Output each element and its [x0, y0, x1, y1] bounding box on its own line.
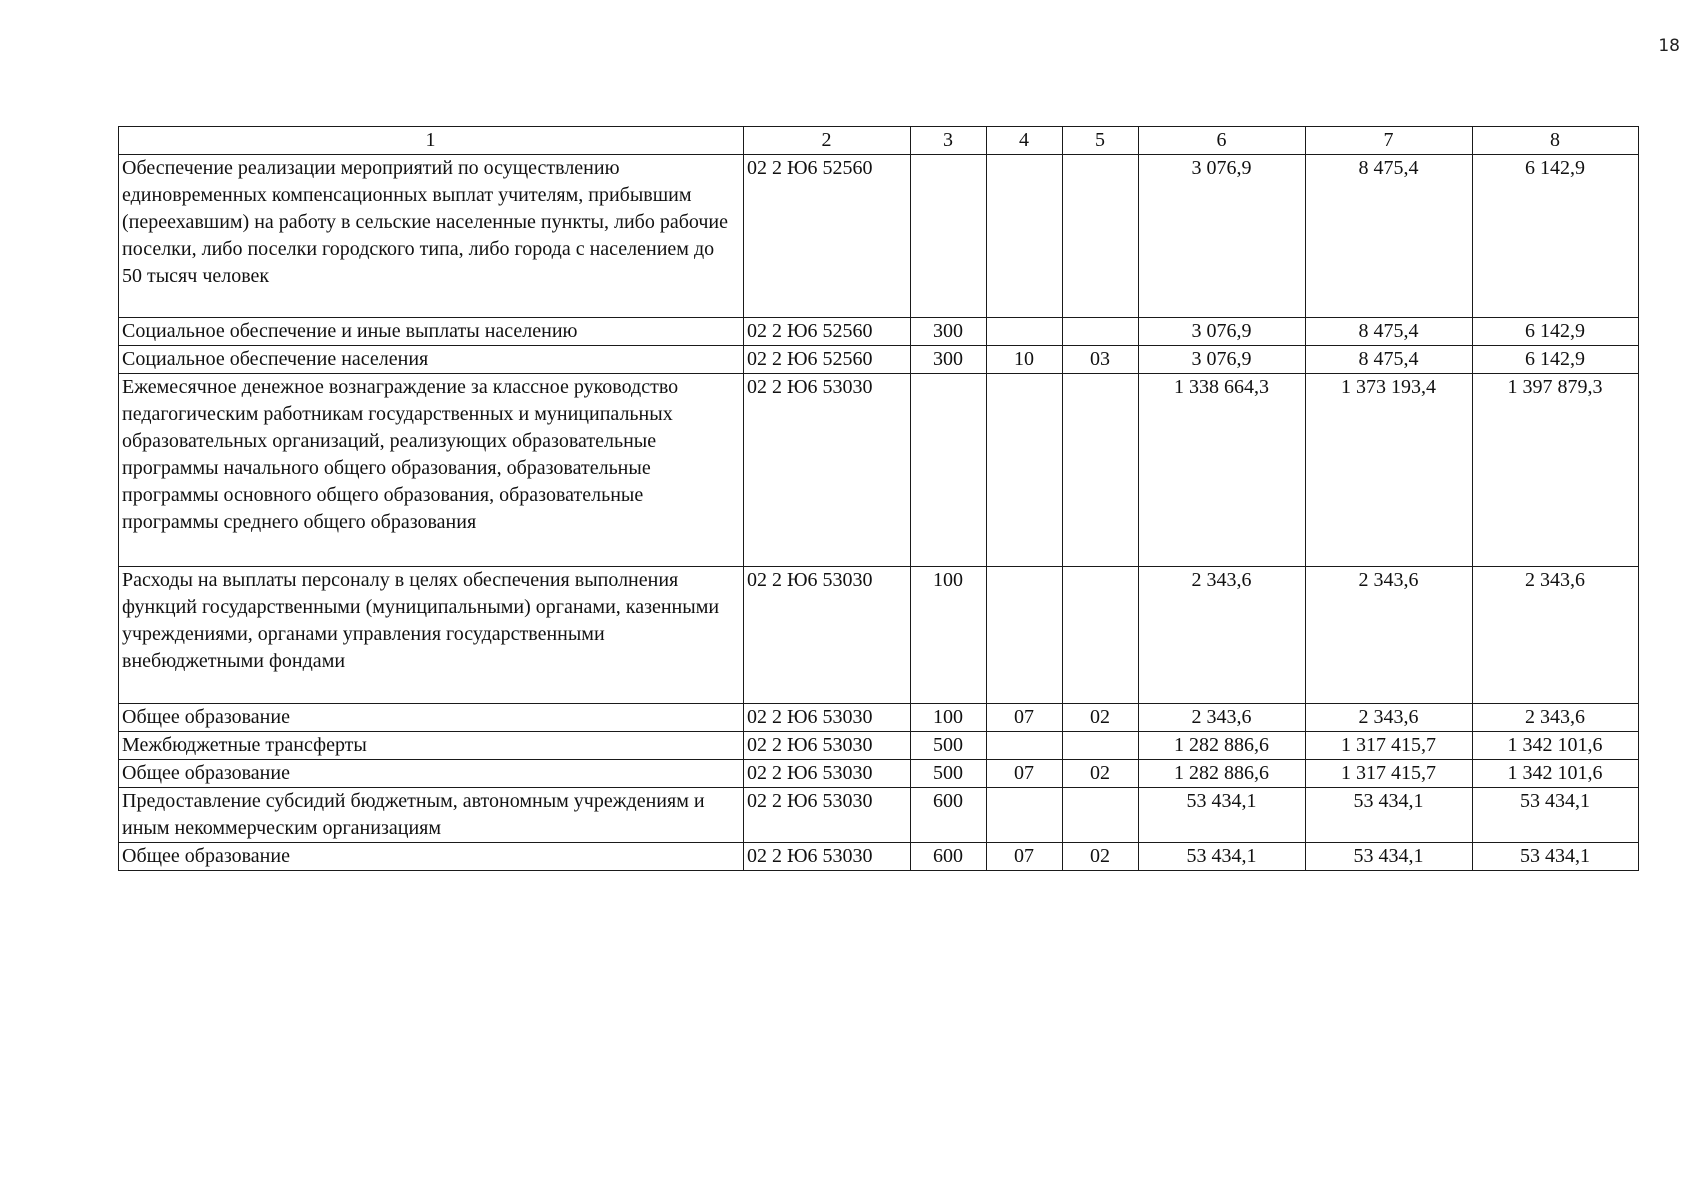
- row-subsection: [1063, 732, 1139, 760]
- row-value-8: 6 142,9: [1473, 318, 1639, 346]
- row-section: [987, 374, 1063, 567]
- column-header-8: 8: [1473, 127, 1639, 155]
- row-section: [987, 788, 1063, 843]
- row-type: 500: [911, 732, 987, 760]
- row-subsection: [1063, 155, 1139, 318]
- row-value-7: 1 317 415,7: [1306, 760, 1473, 788]
- row-value-8: 1 342 101,6: [1473, 760, 1639, 788]
- row-name: Обеспечение реализации мероприятий по осуществлению единовременных компенсационных выплат учителям, прибывшим (переехавшим) на работу в сельские населенные пункты, либо рабочие поселки, либо поселки городского типа, либо города с населением до 50 тысяч человек: [119, 155, 744, 318]
- row-value-7: 53 434,1: [1306, 843, 1473, 871]
- row-section: 07: [987, 760, 1063, 788]
- table-row: [119, 374, 1639, 567]
- row-subsection: 03: [1063, 346, 1139, 374]
- row-value-6: 3 076,9: [1139, 318, 1306, 346]
- column-header-7: 7: [1306, 127, 1473, 155]
- column-header-5: 5: [1063, 127, 1139, 155]
- column-header-4: 4: [987, 127, 1063, 155]
- table-row: [119, 155, 1639, 318]
- row-code: 02 2 Ю6 53030: [744, 843, 911, 871]
- row-type: [911, 374, 987, 567]
- header-row: [119, 127, 1639, 155]
- row-value-7: 2 343,6: [1306, 567, 1473, 704]
- row-value-8: 2 343,6: [1473, 704, 1639, 732]
- row-name: Расходы на выплаты персоналу в целях обеспечения выполнения функций государственными (муниципальными) органами, казенными учреждениями, органами управления государственными внебюджетными фондами: [119, 567, 744, 704]
- row-value-7: 1 317 415,7: [1306, 732, 1473, 760]
- row-value-7: 8 475,4: [1306, 155, 1473, 318]
- row-code: 02 2 Ю6 53030: [744, 760, 911, 788]
- row-value-6: 1 282 886,6: [1139, 760, 1306, 788]
- row-section: 07: [987, 843, 1063, 871]
- row-section: 10: [987, 346, 1063, 374]
- row-name: Межбюджетные трансферты: [119, 732, 744, 760]
- row-value-6: 1 338 664,3: [1139, 374, 1306, 567]
- row-name: Социальное обеспечение населения: [119, 346, 744, 374]
- row-name: Предоставление субсидий бюджетным, автономным учреждениям и иным некоммерческим организациям: [119, 788, 744, 843]
- row-section: [987, 155, 1063, 318]
- row-section: 07: [987, 704, 1063, 732]
- row-section: [987, 732, 1063, 760]
- row-type: 300: [911, 318, 987, 346]
- row-type: 100: [911, 567, 987, 704]
- table-row: [119, 318, 1639, 346]
- column-header-1: 1: [119, 127, 744, 155]
- row-type: 600: [911, 843, 987, 871]
- row-type: 100: [911, 704, 987, 732]
- row-value-8: 6 142,9: [1473, 155, 1639, 318]
- row-value-7: 8 475,4: [1306, 318, 1473, 346]
- table-row: [119, 732, 1639, 760]
- row-value-6: 2 343,6: [1139, 704, 1306, 732]
- row-subsection: [1063, 788, 1139, 843]
- page-number: 18: [1658, 36, 1680, 56]
- row-code: 02 2 Ю6 52560: [744, 318, 911, 346]
- row-name: Ежемесячное денежное вознаграждение за классное руководство педагогическим работникам государственных и муниципальных образовательных организаций, реализующих образовательные программы начального общего образования, образовательные программы основного общего образования, образовательные программы среднего общего образования: [119, 374, 744, 567]
- row-value-8: 53 434,1: [1473, 788, 1639, 843]
- row-section: [987, 318, 1063, 346]
- row-code: 02 2 Ю6 53030: [744, 732, 911, 760]
- table-row: [119, 567, 1639, 704]
- row-subsection: 02: [1063, 704, 1139, 732]
- table-row: [119, 704, 1639, 732]
- row-value-6: 53 434,1: [1139, 843, 1306, 871]
- row-value-8: 6 142,9: [1473, 346, 1639, 374]
- row-value-6: 3 076,9: [1139, 155, 1306, 318]
- row-subsection: [1063, 567, 1139, 704]
- table-row: [119, 843, 1639, 871]
- row-value-6: 2 343,6: [1139, 567, 1306, 704]
- budget-table: [118, 126, 1639, 871]
- row-subsection: [1063, 318, 1139, 346]
- column-header-3: 3: [911, 127, 987, 155]
- column-header-6: 6: [1139, 127, 1306, 155]
- row-section: [987, 567, 1063, 704]
- row-value-7: 2 343,6: [1306, 704, 1473, 732]
- row-subsection: [1063, 374, 1139, 567]
- row-value-6: 1 282 886,6: [1139, 732, 1306, 760]
- row-value-7: 8 475,4: [1306, 346, 1473, 374]
- row-name: Общее образование: [119, 843, 744, 871]
- row-value-8: 2 343,6: [1473, 567, 1639, 704]
- table-row: [119, 346, 1639, 374]
- row-type: [911, 155, 987, 318]
- row-code: 02 2 Ю6 53030: [744, 567, 911, 704]
- table-row: [119, 788, 1639, 843]
- row-value-7: 1 373 193,4: [1306, 374, 1473, 567]
- row-code: 02 2 Ю6 53030: [744, 704, 911, 732]
- row-name: Общее образование: [119, 760, 744, 788]
- row-name: Социальное обеспечение и иные выплаты населению: [119, 318, 744, 346]
- row-value-8: 53 434,1: [1473, 843, 1639, 871]
- row-code: 02 2 Ю6 52560: [744, 155, 911, 318]
- row-code: 02 2 Ю6 53030: [744, 374, 911, 567]
- row-subsection: 02: [1063, 760, 1139, 788]
- row-type: 600: [911, 788, 987, 843]
- row-value-6: 53 434,1: [1139, 788, 1306, 843]
- row-code: 02 2 Ю6 52560: [744, 346, 911, 374]
- row-code: 02 2 Ю6 53030: [744, 788, 911, 843]
- row-value-6: 3 076,9: [1139, 346, 1306, 374]
- row-type: 500: [911, 760, 987, 788]
- row-value-8: 1 397 879,3: [1473, 374, 1639, 567]
- column-header-2: 2: [744, 127, 911, 155]
- table-row: [119, 760, 1639, 788]
- row-value-7: 53 434,1: [1306, 788, 1473, 843]
- row-subsection: 02: [1063, 843, 1139, 871]
- row-type: 300: [911, 346, 987, 374]
- row-value-8: 1 342 101,6: [1473, 732, 1639, 760]
- row-name: Общее образование: [119, 704, 744, 732]
